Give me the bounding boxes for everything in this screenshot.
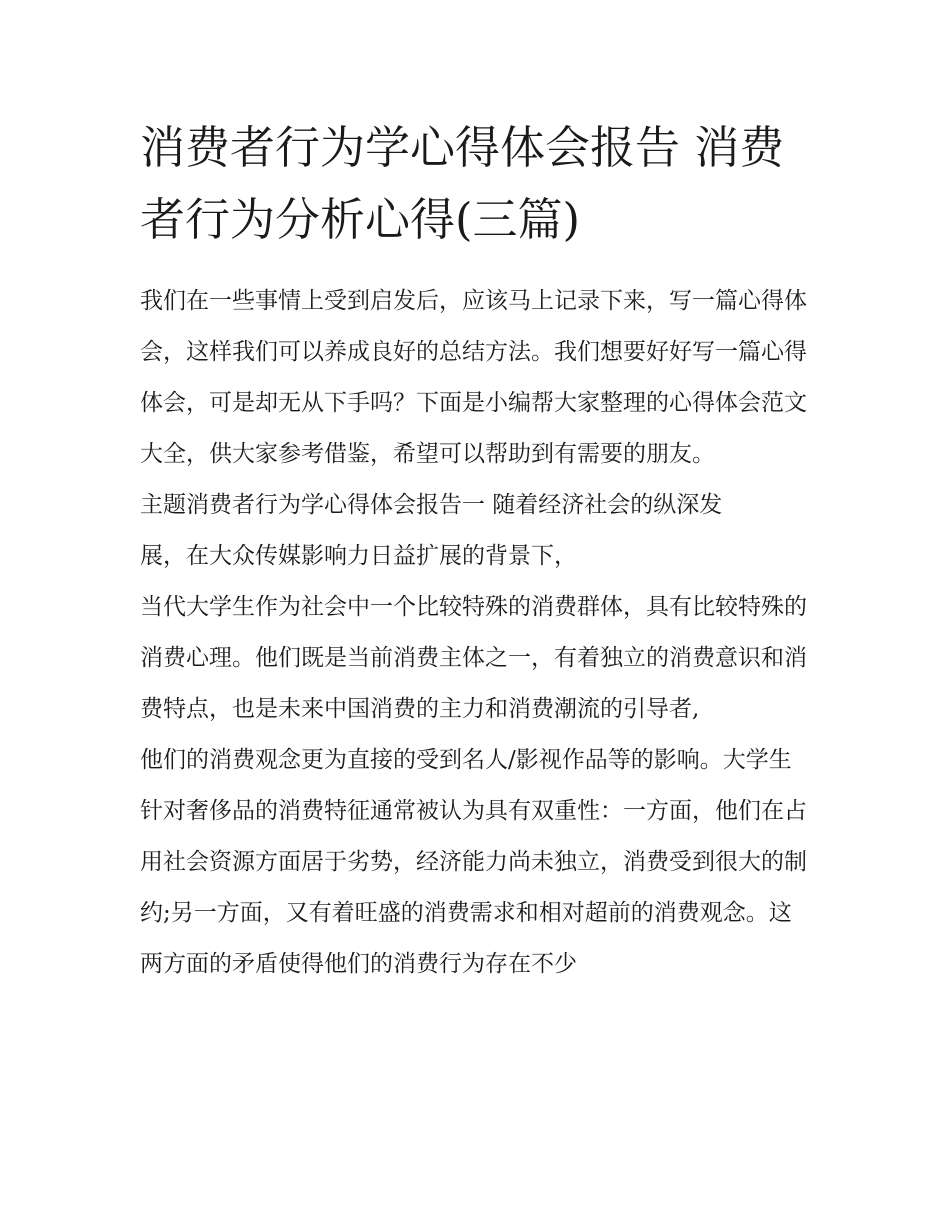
paragraph-topic-line-2: 展，在大众传媒影响力日益扩展的背景下， [140, 543, 577, 569]
paragraph-consumption-views: 他们的消费观念更为直接的受到名人/影视作品等的影响。大学生针对奢侈品的消费特征通常被认为具有双重性：一方面，他们在占用社会资源方面居于劣势，经济能力尚未独立，消费受到很大的制约;另一方面，又有着旺盛的消费需求和相对超前的消费观念。这两方面的矛盾使得他们的消费行为存在不少 [140, 747, 807, 977]
paragraph-intro: 我们在一些事情上受到启发后，应该马上记录下来，写一篇心得体会，这样我们可以养成良好的总结方法。我们想要好好写一篇心得体会，可是却无从下手吗？下面是小编帮大家整理的心得体会范文大全，供大家参考借鉴，希望可以帮助到有需要的朋友。 [140, 288, 807, 467]
paragraph-student-consumers: 当代大学生作为社会中一个比较特殊的消费群体，具有比较特殊的消费心理。他们既是当前消费主体之一，有着独立的消费意识和消费特点，也是未来中国消费的主力和消费潮流的引导者, [140, 594, 807, 722]
paragraph-topic-line-1: 主题消费者行为学心得体会报告一 随着经济社会的纵深发 [140, 492, 723, 518]
document-title: 消费者行为学心得体会报告 消费者行为分析心得(三篇) [140, 121, 785, 246]
document-body [140, 276, 812, 990]
